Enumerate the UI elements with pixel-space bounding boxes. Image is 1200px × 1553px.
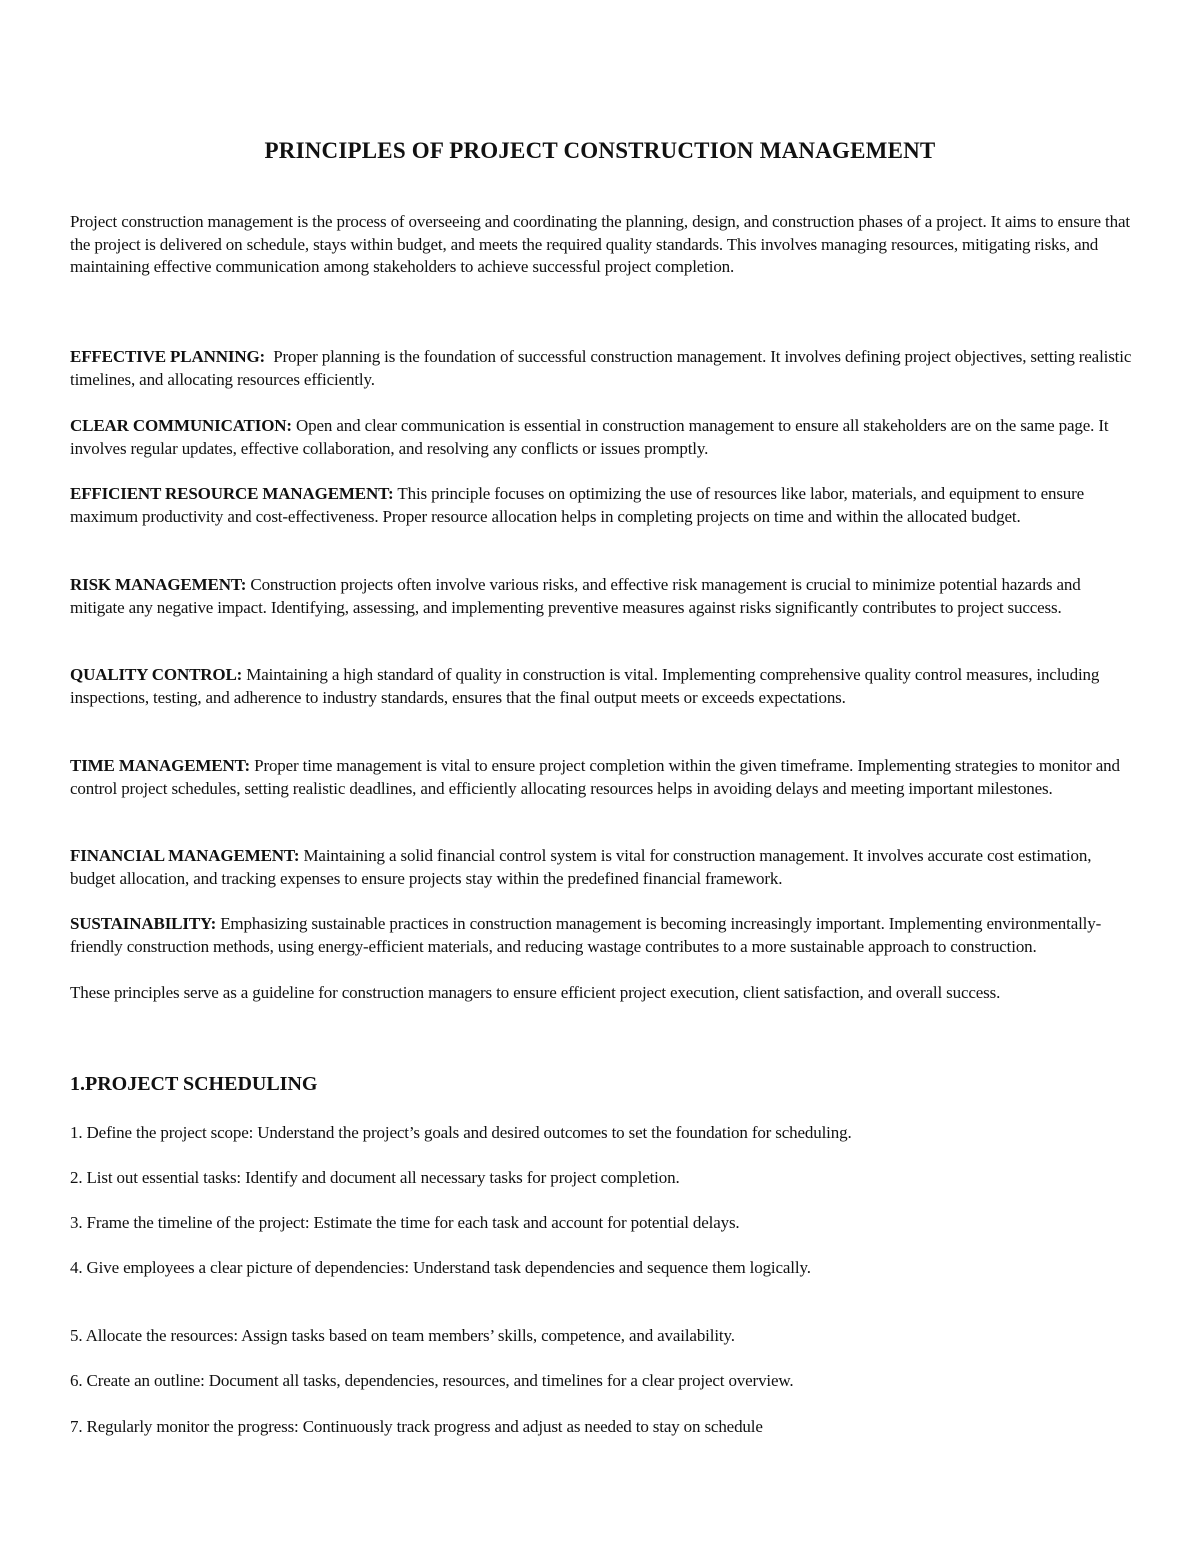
principle-efficient-resource-management xyxy=(70,483,1132,528)
principle-risk-management xyxy=(70,574,1132,619)
principle-time-management xyxy=(70,755,1132,800)
list-item: 2. List out essential tasks: Identify and document all necessary tasks for project completion. xyxy=(70,1168,680,1187)
principle-label: EFFICIENT RESOURCE MANAGEMENT: xyxy=(70,484,394,503)
principle-label: FINANCIAL MANAGEMENT: xyxy=(70,846,300,865)
list-item: 6. Create an outline: Document all tasks, dependencies, resources, and timelines for a clear project overview. xyxy=(70,1371,794,1390)
document-title: PRINCIPLES OF PROJECT CONSTRUCTION MANAGEMENT xyxy=(264,138,936,163)
principle-label: RISK MANAGEMENT: xyxy=(70,575,247,594)
list-item: 7. Regularly monitor the progress: Continuously track progress and adjust as needed to stay on schedule xyxy=(70,1417,763,1436)
principle-text: Emphasizing sustainable practices in construction management is becoming increasingly important. Implementing environmentally-friendly construction methods, using energy-efficient materials, and reducing wastage contributes to a more sustainable approach to construction. xyxy=(70,914,1102,956)
principle-effective-planning xyxy=(70,346,1132,391)
principle-text: Maintaining a high standard of quality in construction is vital. Implementing comprehensive quality control measures, including inspections, testing, and adherence to industry standards, ensures that the final output meets or exceeds expectations. xyxy=(70,665,1100,707)
intro-paragraph: Project construction management is the process of overseeing and coordinating the planning, design, and construction phases of a project. It aims to ensure that the project is delivered on schedule, stays within budget, and meets the required quality standards. This involves managing resources, mitigating risks, and maintaining effective communication among stakeholders to achieve successful project completion. xyxy=(70,212,1130,277)
section-heading: 1.PROJECT SCHEDULING xyxy=(70,1073,318,1095)
principle-clear-communication xyxy=(70,415,1132,460)
list-item: 5. Allocate the resources: Assign tasks based on team members’ skills, competence, and availability. xyxy=(70,1326,735,1345)
principle-text: Proper planning is the foundation of successful construction management. It involves defining project objectives, setting realistic timelines, and allocating resources efficiently. xyxy=(70,347,1132,389)
principle-quality-control xyxy=(70,664,1132,709)
principle-text: Proper time management is vital to ensure project completion within the given timeframe. Implementing strategies to monitor and control project schedules, setting realistic deadlines, and efficiently allocating resources helps in avoiding delays and meeting important milestones. xyxy=(70,756,1120,798)
principle-label: EFFECTIVE PLANNING: xyxy=(70,347,266,366)
principle-text: Maintaining a solid financial control system is vital for construction management. It involves accurate cost estimation, budget allocation, and tracking expenses to ensure projects stay within the predefined financial framework. xyxy=(70,846,1092,888)
closing-paragraph: These principles serve as a guideline for construction managers to ensure efficient project execution, client satisfaction, and overall success. xyxy=(70,983,1001,1002)
list-item: 3. Frame the timeline of the project: Estimate the time for each task and account for potential delays. xyxy=(70,1213,740,1232)
principle-label: QUALITY CONTROL: xyxy=(70,665,243,684)
principle-sustainability xyxy=(70,913,1132,958)
principle-financial-management xyxy=(70,845,1132,890)
list-item: 1. Define the project scope: Understand the project’s goals and desired outcomes to set the foundation for scheduling. xyxy=(70,1123,852,1142)
principle-label: CLEAR COMMUNICATION: xyxy=(70,416,292,435)
list-item: 4. Give employees a clear picture of dependencies: Understand task dependencies and sequence them logically. xyxy=(70,1258,811,1277)
principle-text: This principle focuses on optimizing the use of resources like labor, materials, and equipment to ensure maximum productivity and cost-effectiveness. Proper resource allocation helps in completing projects on time and within the allocated budget. xyxy=(70,484,1085,526)
principle-label: TIME MANAGEMENT: xyxy=(70,756,251,775)
principle-text: Construction projects often involve various risks, and effective risk management is crucial to minimize potential hazards and mitigate any negative impact. Identifying, assessing, and implementing preventive measures against risks significantly contributes to project success. xyxy=(70,575,1081,617)
principle-label: SUSTAINABILITY: xyxy=(70,914,217,933)
principle-text: Open and clear communication is essential in construction management to ensure all stakeholders are on the same page. It involves regular updates, effective collaboration, and resolving any conflicts or issues promptly. xyxy=(70,416,1109,458)
